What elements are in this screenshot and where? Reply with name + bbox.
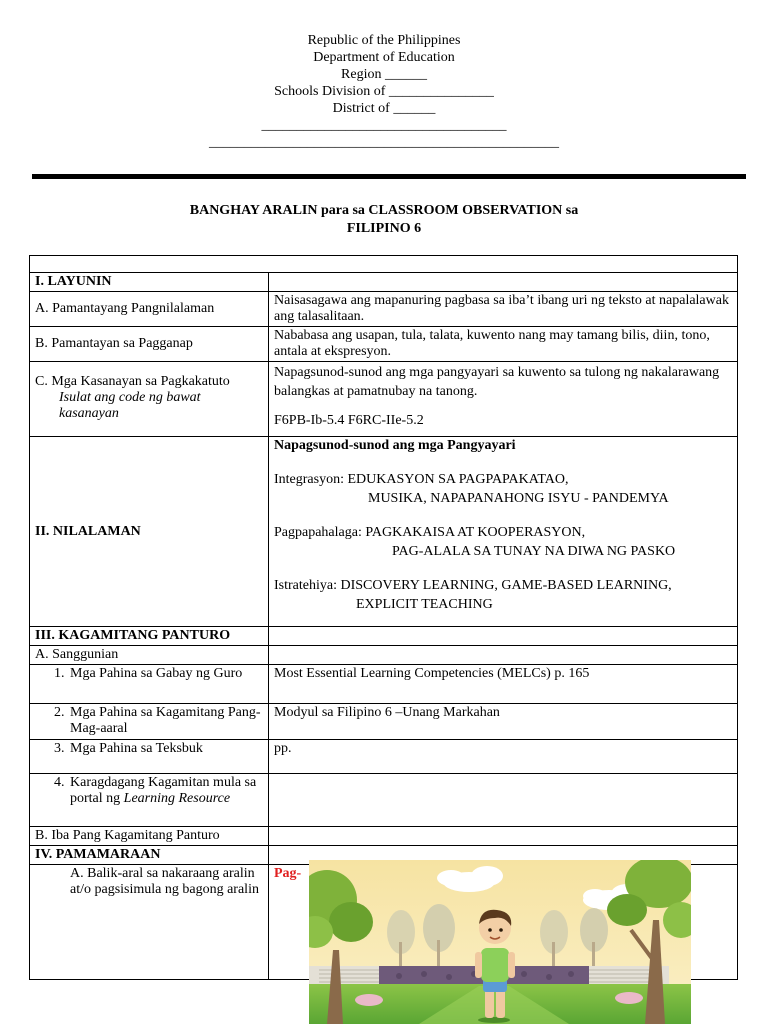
header-divider	[32, 174, 746, 179]
park-scene-image	[309, 860, 691, 1024]
table-row	[30, 774, 738, 827]
pagpapahalaga	[274, 525, 732, 541]
value-teksbuk: pp.	[269, 740, 738, 774]
label-sanggunian: A. Sanggunian	[30, 646, 269, 665]
istratehiya-label: Istratehiya:	[274, 578, 337, 593]
label-balik-aral: A. Balik-aral sa nakaraang aralin at/o pagsisimula ng bagong aralin	[30, 865, 269, 980]
section-nilalaman: II. NILALAMAN	[30, 437, 269, 627]
table-row	[30, 273, 738, 292]
kasanayan-note: Isulat ang code ng bawat kasanayan	[59, 390, 201, 421]
value-pamantayang-pangnilalaman: Naisasagawa ang mapanuring pagbasa sa iba’t ibang uri ng teksto at napalalawak ang talasalitaan.	[269, 292, 738, 327]
header-division: Schools Division of _______________	[274, 84, 494, 99]
table-row	[30, 256, 738, 273]
header-blank-line-1: ___________________________________	[261, 118, 507, 133]
label-kasanayan-cell	[30, 362, 269, 437]
balik-aral-text: Pag-	[274, 866, 302, 881]
park-boy-illustration	[309, 860, 691, 1024]
table-row	[30, 740, 738, 774]
integrasyon-label: Integrasyon:	[274, 472, 344, 487]
table-row	[30, 362, 738, 437]
label-kagamitang-mag-aaral: 2. Mga Pahina sa Kagamitang Pang-Mag-aaral	[30, 704, 269, 740]
section-layunin: I. LAYUNIN	[30, 273, 269, 292]
value-kasanayan-cell	[269, 362, 738, 437]
section-pamamaraan: IV. PAMAMARAAN	[30, 846, 269, 865]
table-row	[30, 292, 738, 327]
istratehiya-1: DISCOVERY LEARNING, GAME-BASED LEARNING,	[340, 578, 672, 593]
pagpapahalaga-2: PAG-ALALA SA TUNAY NA DIWA NG PASKO	[392, 544, 676, 559]
table-row	[30, 704, 738, 740]
table-row	[30, 827, 738, 846]
value-pamantayan-sa-pagganap: Nababasa ang usapan, tula, talata, kuwento nang may tamang bilis, diin, tono, antala at ekspresyon.	[269, 327, 738, 362]
table-top-blank	[30, 256, 738, 273]
table-row	[30, 665, 738, 704]
table-row	[30, 627, 738, 646]
label-karagdagang-kagamitan: 4. Karagdagang Kagamitan mula sa portal ng Learning Resource	[30, 774, 269, 827]
header-republic: Republic of the Philippines	[307, 33, 461, 48]
pagpapahalaga-1: PAGKAKAISA AT KOOPERASYON,	[365, 525, 586, 540]
integrasyon	[274, 472, 732, 488]
header-district: District of ______	[332, 101, 436, 116]
istratehiya	[274, 578, 732, 594]
integrasyon-1: EDUKASYON SA PAGPAPAKATAO,	[347, 472, 569, 487]
label-kasanayan: C. Mga Kasanayan sa Pagkakatuto	[35, 374, 230, 389]
value-kasanayan: Napagsunod-sunod ang mga pangyayari sa kuwento sa tulong ng nakalarawang balangkas at pamatnubay na tanong.	[274, 365, 720, 399]
nilalaman-title: Napagsunod-sunod ang mga Pangyayari	[274, 438, 516, 453]
header-department: Department of Education	[313, 50, 455, 65]
nilalaman-cell	[269, 437, 738, 627]
table-row	[30, 646, 738, 665]
title-line-1: BANGHAY ARALIN para sa CLASSROOM OBSERVATION sa	[189, 203, 579, 218]
document-title	[0, 202, 768, 238]
istratehiya-2: EXPLICIT TEACHING	[356, 597, 493, 612]
label-pamantayan-sa-pagganap: B. Pamantayan sa Pagganap	[30, 327, 269, 362]
label-teksbuk: 3. Mga Pahina sa Teksbuk	[30, 740, 269, 774]
title-line-2: FILIPINO 6	[346, 221, 422, 236]
label-iba-pang-kagamitan: B. Iba Pang Kagamitang Panturo	[30, 827, 269, 846]
header-region: Region ______	[341, 67, 427, 82]
document-header	[0, 32, 768, 151]
section-kagamitang-panturo: III. KAGAMITANG PANTURO	[30, 627, 269, 646]
integrasyon-2: MUSIKA, NAPAPANAHONG ISYU - PANDEMYA	[368, 491, 669, 506]
table-row	[30, 437, 738, 627]
label-pamantayang-pangnilalaman: A. Pamantayang Pangnilalaman	[30, 292, 269, 327]
value-gabay-ng-guro: Most Essential Learning Competencies (MELCs) p. 165	[269, 665, 738, 704]
pagpapahalaga-label: Pagpapahalaga:	[274, 525, 362, 540]
table-row	[30, 327, 738, 362]
label-gabay-ng-guro: 1. Mga Pahina sa Gabay ng Guro	[30, 665, 269, 704]
kasanayan-code: F6PB-Ib-5.4 F6RC-IIe-5.2	[274, 413, 424, 428]
header-blank-line-2: __________________________________________________	[209, 135, 559, 150]
value-kagamitang-mag-aaral: Modyul sa Filipino 6 –Unang Markahan	[269, 704, 738, 740]
